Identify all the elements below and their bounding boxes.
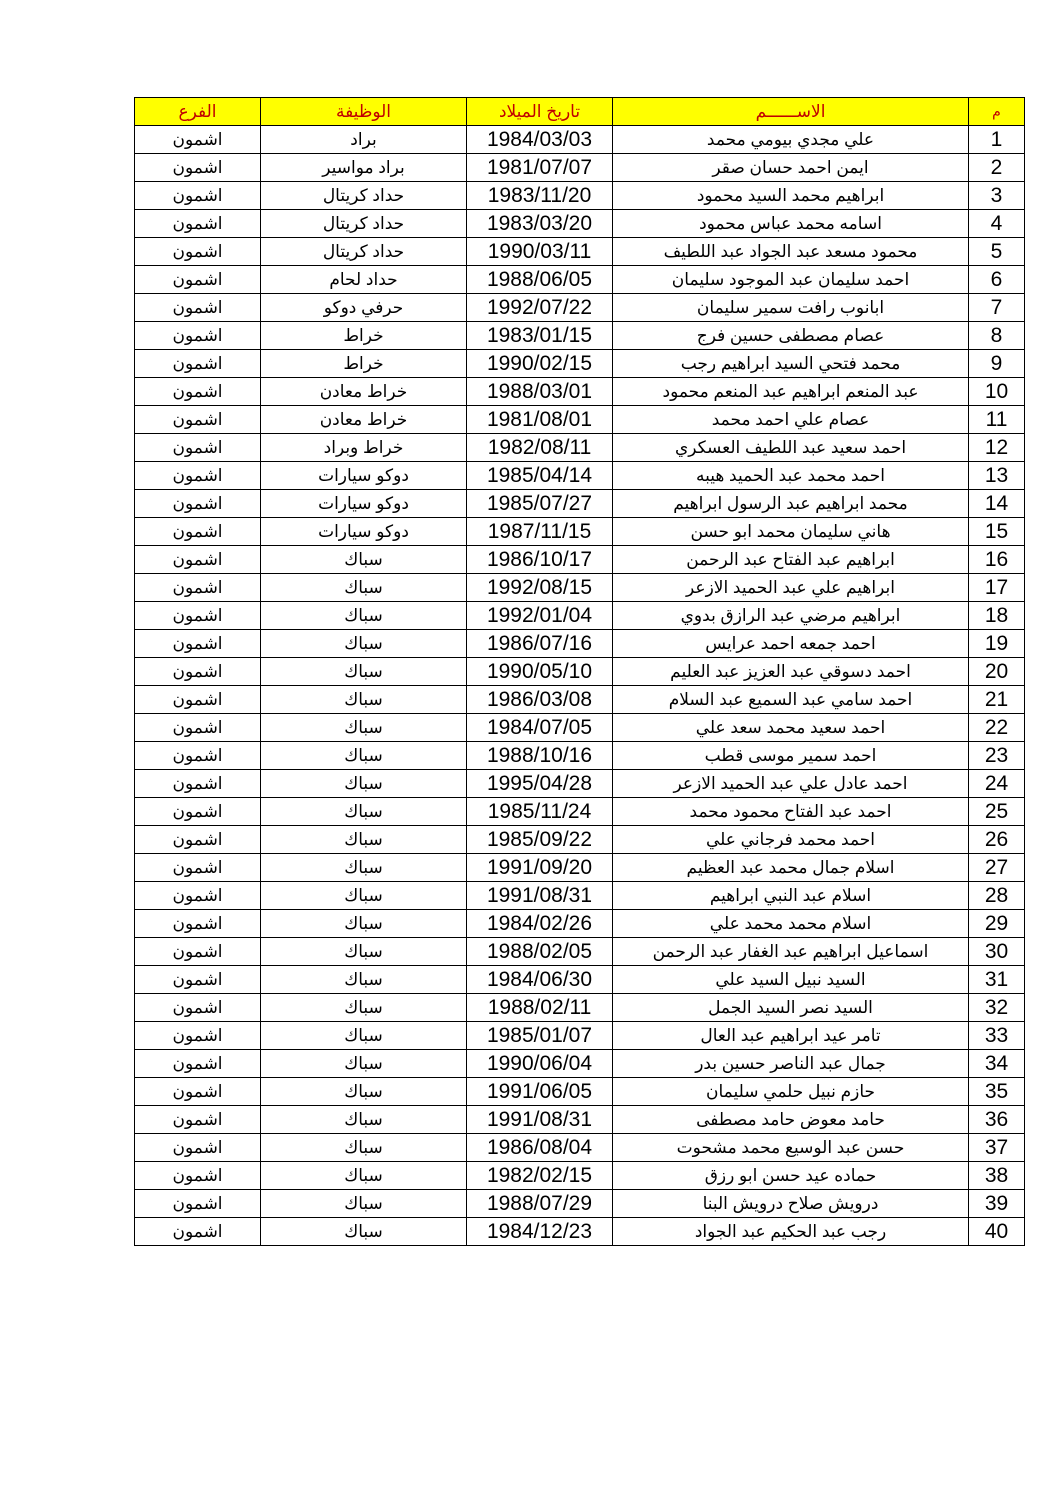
cell-branch: اشمون <box>135 1218 261 1246</box>
cell-name: علي مجدي بيومي محمد <box>613 126 969 154</box>
cell-num: 23 <box>969 742 1025 770</box>
cell-name: احمد محمد عبد الحميد هيبه <box>613 462 969 490</box>
cell-name: السيد نبيل السيد علي <box>613 966 969 994</box>
cell-job: خراط <box>261 322 467 350</box>
header-row <box>135 98 1025 126</box>
cell-job: سباك <box>261 686 467 714</box>
cell-job: خراط معادن <box>261 378 467 406</box>
cell-job: براد <box>261 126 467 154</box>
cell-num: 29 <box>969 910 1025 938</box>
cell-job: سباك <box>261 1134 467 1162</box>
cell-num: 1 <box>969 126 1025 154</box>
cell-job: سباك <box>261 658 467 686</box>
cell-name: احمد سعيد محمد سعد علي <box>613 714 969 742</box>
table-row <box>135 966 1025 994</box>
cell-job: حداد كريتال <box>261 210 467 238</box>
cell-branch: اشمون <box>135 1190 261 1218</box>
cell-birth-date: 1992/08/15 <box>467 574 613 602</box>
cell-num: 16 <box>969 546 1025 574</box>
cell-birth-date: 1990/03/11 <box>467 238 613 266</box>
cell-name: حسن عبد الوسيع محمد مشحوت <box>613 1134 969 1162</box>
cell-branch: اشمون <box>135 1022 261 1050</box>
table-row <box>135 1022 1025 1050</box>
cell-branch: اشمون <box>135 406 261 434</box>
cell-num: 8 <box>969 322 1025 350</box>
cell-name: درويش صلاح درويش البنا <box>613 1190 969 1218</box>
cell-name: اسلام محمد محمد علي <box>613 910 969 938</box>
cell-name: حماده عيد حسن ابو رزق <box>613 1162 969 1190</box>
cell-name: جمال عبد الناصر حسين بدر <box>613 1050 969 1078</box>
cell-num: 35 <box>969 1078 1025 1106</box>
table-row <box>135 294 1025 322</box>
table-row <box>135 630 1025 658</box>
cell-branch: اشمون <box>135 546 261 574</box>
cell-job: سباك <box>261 826 467 854</box>
cell-name: احمد سعيد عبد اللطيف العسكري <box>613 434 969 462</box>
cell-job: سباك <box>261 770 467 798</box>
cell-branch: اشمون <box>135 938 261 966</box>
cell-job: سباك <box>261 966 467 994</box>
cell-branch: اشمون <box>135 182 261 210</box>
cell-birth-date: 1992/01/04 <box>467 602 613 630</box>
cell-num: 37 <box>969 1134 1025 1162</box>
cell-num: 11 <box>969 406 1025 434</box>
table-row <box>135 182 1025 210</box>
cell-birth-date: 1992/07/22 <box>467 294 613 322</box>
cell-branch: اشمون <box>135 574 261 602</box>
cell-name: احمد عبد الفتاح محمود محمد <box>613 798 969 826</box>
cell-num: 6 <box>969 266 1025 294</box>
table-row <box>135 350 1025 378</box>
cell-num: 32 <box>969 994 1025 1022</box>
cell-birth-date: 1983/03/20 <box>467 210 613 238</box>
cell-job: سباك <box>261 1078 467 1106</box>
cell-num: 38 <box>969 1162 1025 1190</box>
table-row <box>135 1162 1025 1190</box>
cell-job: حداد كريتال <box>261 182 467 210</box>
cell-name: عصام مصطفى حسين فرج <box>613 322 969 350</box>
cell-num: 30 <box>969 938 1025 966</box>
cell-job: دوكو سيارات <box>261 518 467 546</box>
cell-name: احمد جمعه احمد عرايس <box>613 630 969 658</box>
table-row <box>135 686 1025 714</box>
table-row <box>135 1134 1025 1162</box>
cell-branch: اشمون <box>135 630 261 658</box>
cell-num: 24 <box>969 770 1025 798</box>
cell-branch: اشمون <box>135 238 261 266</box>
cell-birth-date: 1984/07/05 <box>467 714 613 742</box>
cell-num: 2 <box>969 154 1025 182</box>
cell-num: 10 <box>969 378 1025 406</box>
cell-name: اسماعيل ابراهيم عبد الغفار عبد الرحمن <box>613 938 969 966</box>
cell-birth-date: 1982/08/11 <box>467 434 613 462</box>
header-branch: الفرع <box>135 98 261 126</box>
cell-job: سباك <box>261 1190 467 1218</box>
table-row <box>135 770 1025 798</box>
cell-num: 34 <box>969 1050 1025 1078</box>
cell-job: سباك <box>261 546 467 574</box>
cell-name: ابانوب رافت سمير سليمان <box>613 294 969 322</box>
cell-name: محمود مسعد عبد الجواد عبد اللطيف <box>613 238 969 266</box>
table-row <box>135 1190 1025 1218</box>
cell-birth-date: 1985/01/07 <box>467 1022 613 1050</box>
cell-name: احمد سليمان عبد الموجود سليمان <box>613 266 969 294</box>
cell-name: اسامه محمد عباس محمود <box>613 210 969 238</box>
table-row <box>135 742 1025 770</box>
cell-num: 22 <box>969 714 1025 742</box>
cell-job: خراط <box>261 350 467 378</box>
cell-num: 14 <box>969 490 1025 518</box>
cell-birth-date: 1984/06/30 <box>467 966 613 994</box>
cell-birth-date: 1984/03/03 <box>467 126 613 154</box>
cell-job: سباك <box>261 714 467 742</box>
cell-branch: اشمون <box>135 854 261 882</box>
cell-name: ابراهيم عبد الفتاح عبد الرحمن <box>613 546 969 574</box>
table-row <box>135 406 1025 434</box>
cell-job: سباك <box>261 1106 467 1134</box>
table-row <box>135 154 1025 182</box>
cell-name: احمد محمد فرجاني علي <box>613 826 969 854</box>
header-job: الوظيفة <box>261 98 467 126</box>
cell-branch: اشمون <box>135 966 261 994</box>
cell-job: سباك <box>261 630 467 658</box>
table-row <box>135 602 1025 630</box>
cell-birth-date: 1991/06/05 <box>467 1078 613 1106</box>
cell-job: سباك <box>261 910 467 938</box>
cell-branch: اشمون <box>135 686 261 714</box>
table-row <box>135 574 1025 602</box>
cell-num: 19 <box>969 630 1025 658</box>
cell-num: 5 <box>969 238 1025 266</box>
cell-job: سباك <box>261 854 467 882</box>
cell-birth-date: 1995/04/28 <box>467 770 613 798</box>
table-row <box>135 518 1025 546</box>
cell-birth-date: 1990/06/04 <box>467 1050 613 1078</box>
table-row <box>135 714 1025 742</box>
cell-num: 20 <box>969 658 1025 686</box>
cell-birth-date: 1985/04/14 <box>467 462 613 490</box>
cell-branch: اشمون <box>135 798 261 826</box>
cell-job: سباك <box>261 1050 467 1078</box>
cell-birth-date: 1981/08/01 <box>467 406 613 434</box>
cell-job: سباك <box>261 798 467 826</box>
cell-branch: اشمون <box>135 490 261 518</box>
table-row <box>135 322 1025 350</box>
employee-table <box>134 97 1025 1246</box>
cell-job: سباك <box>261 994 467 1022</box>
cell-birth-date: 1986/10/17 <box>467 546 613 574</box>
cell-job: حداد لحام <box>261 266 467 294</box>
cell-name: تامر عيد ابراهيم عبد العال <box>613 1022 969 1050</box>
cell-birth-date: 1986/08/04 <box>467 1134 613 1162</box>
cell-num: 31 <box>969 966 1025 994</box>
table-row <box>135 938 1025 966</box>
cell-num: 13 <box>969 462 1025 490</box>
cell-job: خراط معادن <box>261 406 467 434</box>
cell-num: 7 <box>969 294 1025 322</box>
cell-branch: اشمون <box>135 434 261 462</box>
table-row <box>135 658 1025 686</box>
cell-branch: اشمون <box>135 154 261 182</box>
cell-birth-date: 1988/07/29 <box>467 1190 613 1218</box>
cell-branch: اشمون <box>135 910 261 938</box>
table-row <box>135 882 1025 910</box>
cell-birth-date: 1990/05/10 <box>467 658 613 686</box>
cell-birth-date: 1984/12/23 <box>467 1218 613 1246</box>
cell-job: حرفي دوكو <box>261 294 467 322</box>
cell-name: حازم نبيل حلمي سليمان <box>613 1078 969 1106</box>
table-row <box>135 1106 1025 1134</box>
table-row <box>135 266 1025 294</box>
cell-name: اسلام جمال محمد عبد العظيم <box>613 854 969 882</box>
header-name: الاســــــم <box>613 98 969 126</box>
cell-name: عصام علي احمد محمد <box>613 406 969 434</box>
cell-branch: اشمون <box>135 826 261 854</box>
cell-num: 36 <box>969 1106 1025 1134</box>
cell-branch: اشمون <box>135 322 261 350</box>
cell-branch: اشمون <box>135 518 261 546</box>
cell-birth-date: 1982/02/15 <box>467 1162 613 1190</box>
cell-job: خراط وبراد <box>261 434 467 462</box>
cell-branch: اشمون <box>135 126 261 154</box>
cell-num: 3 <box>969 182 1025 210</box>
cell-branch: اشمون <box>135 210 261 238</box>
cell-birth-date: 1991/08/31 <box>467 882 613 910</box>
cell-num: 40 <box>969 1218 1025 1246</box>
table-row <box>135 1050 1025 1078</box>
cell-num: 39 <box>969 1190 1025 1218</box>
cell-name: محمد ابراهيم عبد الرسول ابراهيم <box>613 490 969 518</box>
cell-num: 15 <box>969 518 1025 546</box>
cell-name: احمد دسوقي عبد العزيز عبد العليم <box>613 658 969 686</box>
cell-birth-date: 1984/02/26 <box>467 910 613 938</box>
cell-branch: اشمون <box>135 602 261 630</box>
cell-name: حامد معوض حامد مصطفى <box>613 1106 969 1134</box>
table-row <box>135 238 1025 266</box>
cell-branch: اشمون <box>135 882 261 910</box>
cell-branch: اشمون <box>135 742 261 770</box>
cell-num: 9 <box>969 350 1025 378</box>
cell-branch: اشمون <box>135 294 261 322</box>
cell-num: 21 <box>969 686 1025 714</box>
cell-birth-date: 1988/02/05 <box>467 938 613 966</box>
cell-name: اسلام عبد النبي ابراهيم <box>613 882 969 910</box>
table-row <box>135 126 1025 154</box>
table-row <box>135 826 1025 854</box>
cell-job: دوكو سيارات <box>261 490 467 518</box>
header-num: م <box>969 98 1025 126</box>
cell-job: سباك <box>261 1162 467 1190</box>
cell-name: السيد نصر السيد الجمل <box>613 994 969 1022</box>
cell-name: رجب عبد الحكيم عبد الجواد <box>613 1218 969 1246</box>
table-row <box>135 546 1025 574</box>
table-row <box>135 1218 1025 1246</box>
cell-branch: اشمون <box>135 1106 261 1134</box>
cell-birth-date: 1991/08/31 <box>467 1106 613 1134</box>
cell-branch: اشمون <box>135 1050 261 1078</box>
cell-branch: اشمون <box>135 1078 261 1106</box>
cell-job: دوكو سيارات <box>261 462 467 490</box>
cell-birth-date: 1991/09/20 <box>467 854 613 882</box>
cell-job: سباك <box>261 1218 467 1246</box>
cell-birth-date: 1988/02/11 <box>467 994 613 1022</box>
cell-branch: اشمون <box>135 350 261 378</box>
cell-job: حداد كريتال <box>261 238 467 266</box>
cell-branch: اشمون <box>135 994 261 1022</box>
cell-job: سباك <box>261 742 467 770</box>
cell-birth-date: 1986/03/08 <box>467 686 613 714</box>
table-row <box>135 462 1025 490</box>
cell-birth-date: 1987/11/15 <box>467 518 613 546</box>
cell-name: ابراهيم علي عبد الحميد الازعر <box>613 574 969 602</box>
cell-job: سباك <box>261 938 467 966</box>
cell-branch: اشمون <box>135 1134 261 1162</box>
table-row <box>135 378 1025 406</box>
table-row <box>135 490 1025 518</box>
cell-name: احمد عادل علي عبد الحميد الازعر <box>613 770 969 798</box>
cell-birth-date: 1988/06/05 <box>467 266 613 294</box>
cell-name: عبد المنعم ابراهيم عبد المنعم محمود <box>613 378 969 406</box>
cell-num: 28 <box>969 882 1025 910</box>
table-row <box>135 798 1025 826</box>
cell-num: 17 <box>969 574 1025 602</box>
cell-job: سباك <box>261 574 467 602</box>
table-row <box>135 854 1025 882</box>
cell-num: 33 <box>969 1022 1025 1050</box>
cell-birth-date: 1990/02/15 <box>467 350 613 378</box>
cell-branch: اشمون <box>135 714 261 742</box>
cell-birth-date: 1983/11/20 <box>467 182 613 210</box>
cell-job: سباك <box>261 882 467 910</box>
cell-name: احمد سامي عبد السميع عبد السلام <box>613 686 969 714</box>
cell-branch: اشمون <box>135 658 261 686</box>
cell-birth-date: 1986/07/16 <box>467 630 613 658</box>
cell-name: ابراهيم محمد السيد محمود <box>613 182 969 210</box>
cell-name: ابراهيم مرضي عبد الرازق بدوي <box>613 602 969 630</box>
cell-num: 4 <box>969 210 1025 238</box>
cell-job: سباك <box>261 1022 467 1050</box>
cell-num: 25 <box>969 798 1025 826</box>
cell-name: هاني سليمان محمد ابو حسن <box>613 518 969 546</box>
cell-birth-date: 1983/01/15 <box>467 322 613 350</box>
cell-birth-date: 1988/10/16 <box>467 742 613 770</box>
cell-branch: اشمون <box>135 266 261 294</box>
cell-num: 18 <box>969 602 1025 630</box>
cell-job: سباك <box>261 602 467 630</box>
cell-branch: اشمون <box>135 1162 261 1190</box>
cell-branch: اشمون <box>135 462 261 490</box>
table-row <box>135 434 1025 462</box>
cell-name: احمد سمير موسى قطب <box>613 742 969 770</box>
cell-num: 26 <box>969 826 1025 854</box>
cell-birth-date: 1985/09/22 <box>467 826 613 854</box>
cell-branch: اشمون <box>135 378 261 406</box>
cell-branch: اشمون <box>135 770 261 798</box>
header-birth-date: تاريخ الميلاد <box>467 98 613 126</box>
cell-job: براد مواسير <box>261 154 467 182</box>
table-row <box>135 910 1025 938</box>
table-row <box>135 1078 1025 1106</box>
cell-birth-date: 1981/07/07 <box>467 154 613 182</box>
cell-num: 12 <box>969 434 1025 462</box>
cell-name: محمد فتحي السيد ابراهيم رجب <box>613 350 969 378</box>
cell-birth-date: 1985/11/24 <box>467 798 613 826</box>
cell-num: 27 <box>969 854 1025 882</box>
table-row <box>135 994 1025 1022</box>
cell-name: ايمن احمد حسان صقر <box>613 154 969 182</box>
table-row <box>135 210 1025 238</box>
cell-birth-date: 1985/07/27 <box>467 490 613 518</box>
cell-birth-date: 1988/03/01 <box>467 378 613 406</box>
